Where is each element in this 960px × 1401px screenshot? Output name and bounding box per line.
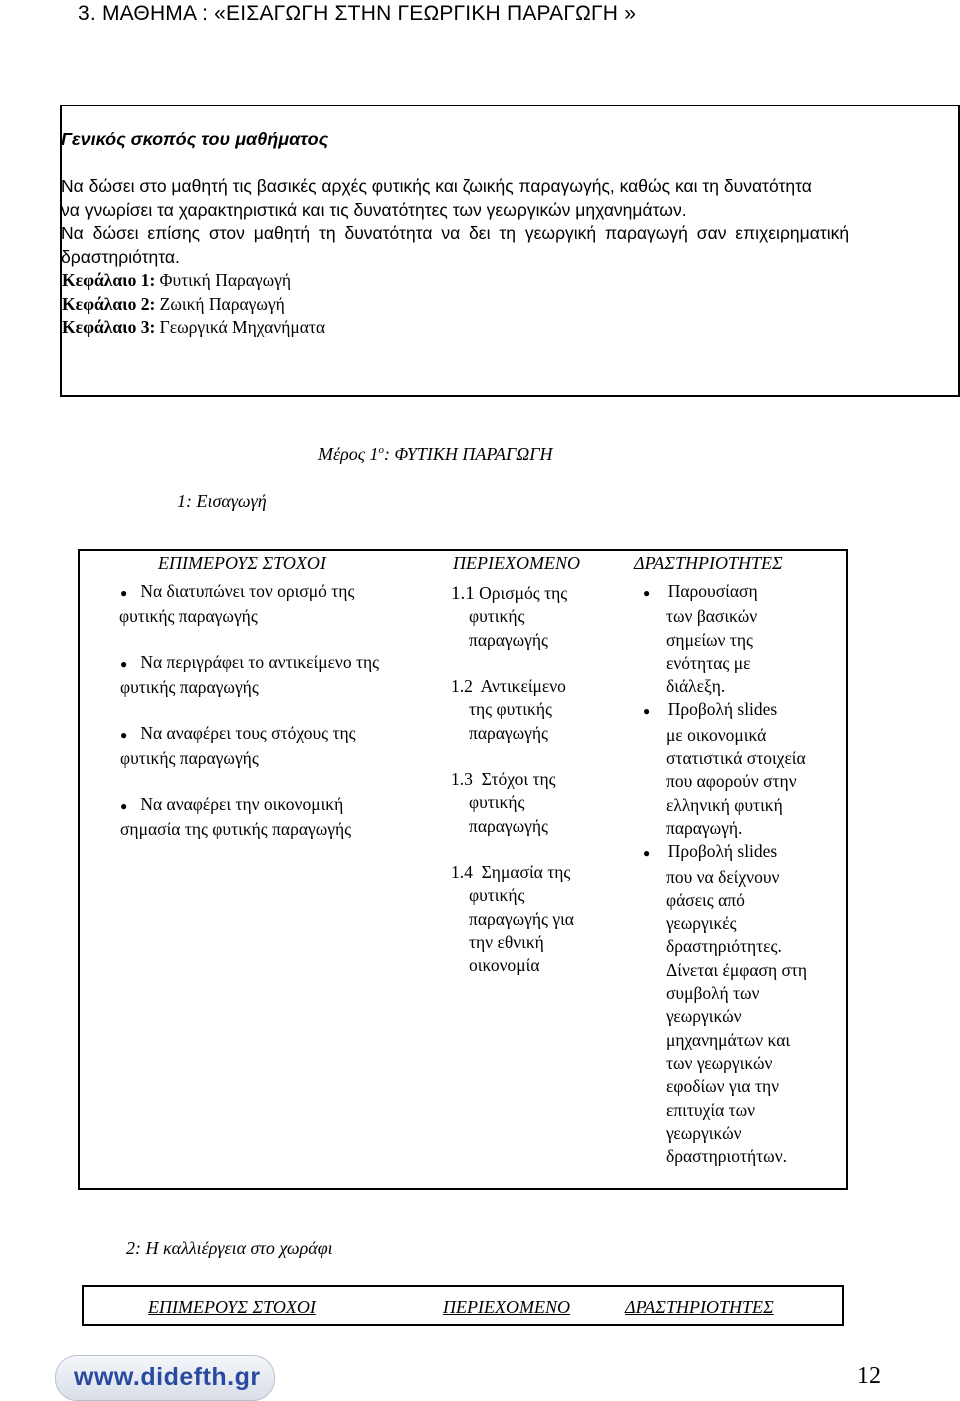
bullet-icon: ●: [120, 657, 128, 671]
objective-item: ● Να περιγράφει το αντικείμενο της φυτικής παραγωγής: [120, 652, 380, 698]
bullet-icon: ●: [120, 799, 128, 813]
objective-item: ● Να αναφέρει τους στόχους της φυτικής παραγωγής: [120, 723, 356, 769]
table-header-content: ΠΕΡΙΕΧΟΜΕΝΟ: [453, 553, 580, 573]
aim-heading: Γενικός σκοπός του μαθήματος: [61, 129, 329, 149]
document-title: 3. ΜΑΘΗΜΑ : «ΕΙΣΑΓΩΓΗ ΣΤΗΝ ΓΕΩΡΓΙΚΗ ΠΑΡΑΓΩΓΗ »: [78, 2, 637, 25]
table-2-header-activities: ΔΡΑΣΤΗΡΙΟΤΗΤΕΣ: [625, 1297, 774, 1317]
content-item: 1.3 Στόχοι της φυτικής παραγωγής: [451, 769, 556, 836]
content-item: 1.4 Σημασία της φυτικής παραγωγής για την εθνική οικονομία: [451, 862, 574, 976]
activity-item: ● Προβολή slides με οικονομικά στατιστικά στοιχεία που αφορούν στην ελληνική φυτική παραγωγή.: [643, 699, 806, 838]
bullet-icon: ●: [643, 586, 651, 600]
activity-item: ● Παρουσίαση των βασικών σημείων της ενότητας με διάλεξη.: [643, 581, 758, 697]
table-2-header-objectives: ΕΠΙΜΕΡΟΥΣ ΣΤΟΧΟΙ: [148, 1297, 316, 1317]
aim-text-line: να γνωρίσει τα χαρακτηριστικά και τις δυνατότητες των γεωργικών μηχανημάτων.: [61, 200, 687, 220]
table-header-activities: ΔΡΑΣΤΗΡΙΟΤΗΤΕΣ: [634, 553, 783, 573]
bullet-icon: ●: [120, 728, 128, 742]
part-title: Μέρος $1^o$: ΦΥΤΙΚΗ ΠΑΡΑΓΩΓΗ: [318, 444, 553, 464]
table-2-header-content: ΠΕΡΙΕΧΟΜΕΝΟ: [443, 1297, 570, 1317]
aim-text-line: Να δώσει επίσης στον μαθητή τη δυνατότητα να δει τη γεωργική παραγωγή σαν επιχειρηματική: [61, 223, 850, 243]
chapter-2: Κεφάλαιο 2: Ζωική Παραγωγή: [62, 294, 285, 314]
content-item: 1.2 Αντικείμενο της φυτικής παραγωγής: [451, 676, 566, 743]
content-item: 1.1 Ορισμός της φυτικής παραγωγής: [451, 583, 568, 650]
activity-item: ● Προβολή slides που να δείχνουν φάσεις από γεωργικές δραστηριότητες. Δίνεται έμφαση στη συμβολή των γεωργικών μηχανημάτων και των γεωργικών εφοδίων για την επιτυχία των γεωργικών δραστηριοτήτων.: [643, 841, 808, 1167]
objective-item: ● Να διατυπώνει τον ορισμό της φυτικής παραγωγής: [119, 581, 355, 627]
aim-text-line: Να δώσει στο μαθητή τις βασικές αρχές φυτικής και ζωικής παραγωγής, καθώς και τη δυνατότητα: [61, 176, 812, 196]
chapter-3: Κεφάλαιο 3: Γεωργικά Μηχανήματα: [62, 317, 326, 337]
bullet-icon: ●: [643, 704, 651, 719]
activities-list: [643, 580, 843, 1168]
unit-2-title: 2: Η καλλιέργεια στο χωράφι: [126, 1238, 333, 1258]
page-number: 12: [857, 1363, 881, 1389]
table-header-objectives: ΕΠΙΜΕΡΟΥΣ ΣΤΟΧΟΙ: [158, 553, 326, 573]
site-logo[interactable]: www.didefth.gr: [55, 1355, 275, 1401]
unit-1-title: 1: Εισαγωγή: [177, 491, 267, 511]
aim-text-line: δραστηριότητα.: [61, 247, 180, 267]
chapter-1: Κεφάλαιο 1: Φυτική Παραγωγή: [62, 270, 292, 290]
bullet-icon: ●: [643, 846, 651, 861]
objective-item: ● Να αναφέρει την οικονομική σημασία της φυτικής παραγωγής: [120, 794, 352, 840]
bullet-icon: ●: [120, 586, 128, 600]
